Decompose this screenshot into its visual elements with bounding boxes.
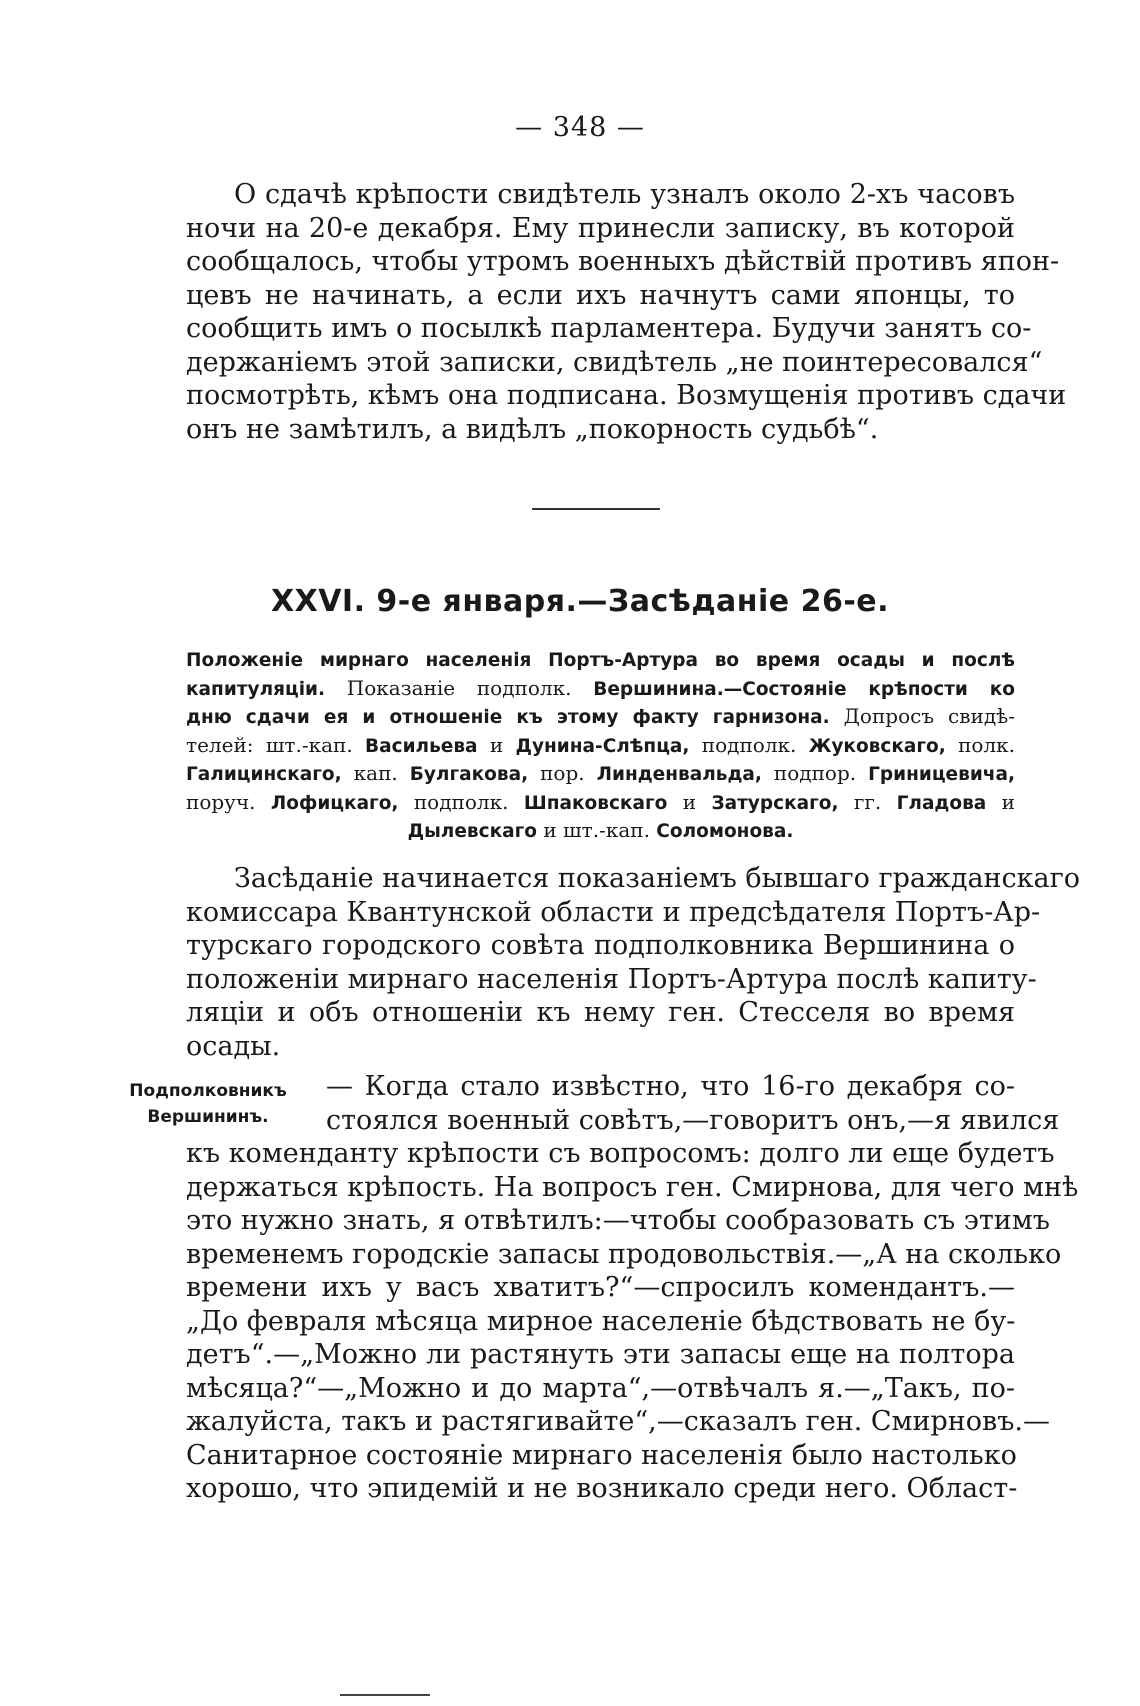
summary-bold-run: Васильева <box>365 735 478 757</box>
summary-line <box>186 645 1015 674</box>
testimony-paragraph <box>186 1070 1079 1506</box>
summary-run: кап. <box>341 761 410 785</box>
summary-line <box>186 731 1015 760</box>
summary-run: и шт.-кап. <box>537 818 657 842</box>
summary-bold-run: Соломонова. <box>656 821 794 842</box>
summary-run: полк. <box>945 732 1016 757</box>
summary-bold-run: Положеніе мирнаго населенія Портъ-Артура во время осады и послѣ <box>186 650 1015 671</box>
text-line: цевъ не начинать, а если ихъ начнутъ сами японцы, то <box>186 279 1015 311</box>
summary-bold-run: дню сдачи ея и отношеніе къ этому факту гарнизона. <box>186 707 830 728</box>
text-line: хорошо, что эпидемій и не возникало среди него. Област- <box>186 1473 1018 1504</box>
summary-bold-run: Вершинина.—Состояніе крѣпости ко <box>593 678 1015 700</box>
summary-bold-run: Булгакова, <box>409 764 529 785</box>
page-number: — 348 — <box>515 112 645 143</box>
summary-run: и <box>667 789 712 814</box>
summary-line <box>186 759 1015 788</box>
text-line: держаніемъ этой записки, свидѣтель „не поинтересовался“ <box>186 346 1043 378</box>
text-line: онъ не замѣтилъ, а видѣлъ „покорность судьбѣ“. <box>186 413 879 445</box>
text-line: осады. <box>186 1030 281 1062</box>
text-line: жалуйста, такъ и растягивайте“,—сказалъ ген. Смирновъ.— <box>186 1406 1051 1437</box>
intro-paragraph <box>186 178 1067 446</box>
bottom-rule <box>340 1694 430 1696</box>
summary-run: подполк. <box>689 732 809 757</box>
section-summary <box>186 645 1015 845</box>
summary-run: Допросъ свидѣ- <box>829 704 1015 728</box>
summary-run: подпор. <box>761 761 869 785</box>
text-line: держаться крѣпость. На вопросъ ген. Смирнова, для чего мнѣ <box>186 1171 1079 1203</box>
text-line: это нужно знать, я отвѣтилъ:—чтобы сообразовать съ этимъ <box>186 1205 1050 1236</box>
summary-run: поруч. <box>186 789 271 814</box>
summary-bold-run: Гладова <box>896 792 987 814</box>
summary-line <box>186 788 1015 817</box>
opening-paragraph <box>186 862 1081 1063</box>
section-title: XXVI. 9-е января.—Засѣданіе 26-е. <box>270 584 890 619</box>
summary-bold-run: Дунина-Слѣпца, <box>515 735 690 757</box>
text-line: О сдачѣ крѣпости свидѣтель узналъ около 2-хъ часовъ <box>234 179 1015 210</box>
summary-bold-run: капитуляціи. <box>186 678 326 700</box>
text-line: временемъ городскіе запасы продовольствія.—„А на сколько <box>186 1238 1062 1270</box>
text-line: ночи на 20-е декабря. Ему принесли записку, въ которой <box>186 212 1015 244</box>
text-line: сообщить имъ о посылкѣ парламентера. Будучи занятъ со- <box>186 313 1032 344</box>
text-line: комиссара Квантунской области и предсѣдателя Портъ-Ар- <box>186 896 1041 928</box>
summary-run: и <box>986 789 1015 814</box>
text-line: посмотрѣть, кѣмъ она подписана. Возмущенія противъ сдачи <box>186 380 1067 411</box>
summary-run: Показаніе подполк. <box>325 675 594 700</box>
summary-bold-run: Затурскаго, <box>711 792 839 814</box>
text-line: Санитарное состояніе мирнаго населенія было настолько <box>186 1439 1017 1471</box>
summary-bold-run: Галицинскаго, <box>186 764 342 785</box>
text-line: времени ихъ у васъ хватитъ?“—спросилъ комендантъ.— <box>186 1272 1015 1303</box>
summary-bold-run: Дылевскаго <box>407 821 537 842</box>
summary-line <box>186 816 1015 845</box>
summary-run: гг. <box>838 789 897 814</box>
text-line: къ коменданту крѣпости съ вопросомъ: долго ли еще будетъ <box>186 1138 1055 1169</box>
margin-note-line: Вершининъ. <box>147 1107 269 1127</box>
text-line: — Когда стало извѣстно, что 16-го декабря со- <box>326 1071 1015 1102</box>
summary-line <box>186 674 1015 703</box>
summary-run: телей: шт.-кап. <box>186 732 366 757</box>
summary-bold-run: Гриницевича, <box>868 764 1015 785</box>
section-divider <box>532 508 660 510</box>
text-line: Засѣданіе начинается показаніемъ бывшаго гражданскаго <box>234 863 1081 894</box>
summary-line <box>186 702 1015 731</box>
summary-bold-run: Жуковскаго, <box>808 735 946 757</box>
text-line: турскаго городского совѣта подполковника Вершинина о <box>186 930 1015 961</box>
summary-bold-run: Лофицкаго, <box>270 792 399 814</box>
summary-bold-run: Шпаковскаго <box>523 792 668 814</box>
text-line: стоялся военный совѣтъ,—говоритъ онъ,—я явился <box>326 1104 1060 1136</box>
text-line: положеніи мирнаго населенія Портъ-Артура послѣ капиту- <box>186 963 1037 995</box>
text-line: сообщалось, чтобы утромъ военныхъ дѣйствій противъ япон- <box>186 246 1060 277</box>
summary-run: и <box>477 732 516 757</box>
text-line: „До февраля мѣсяца мирное населеніе бѣдствовать не бу- <box>186 1305 1016 1337</box>
margin-note-line: Подполковникъ <box>129 1081 287 1101</box>
text-line: ляціи и объ отношеніи къ нему ген. Стесселя во время <box>186 997 1015 1028</box>
summary-run: пор. <box>528 761 597 785</box>
summary-bold-run: Линденвальда, <box>596 764 762 785</box>
text-line: мѣсяца?“—„Можно и до марта“,—отвѣчалъ я.—„Такъ, по- <box>186 1372 1015 1404</box>
text-line: детъ“.—„Можно ли растянуть эти запасы еще на полтора <box>186 1339 1015 1370</box>
summary-run: подполк. <box>398 789 524 814</box>
